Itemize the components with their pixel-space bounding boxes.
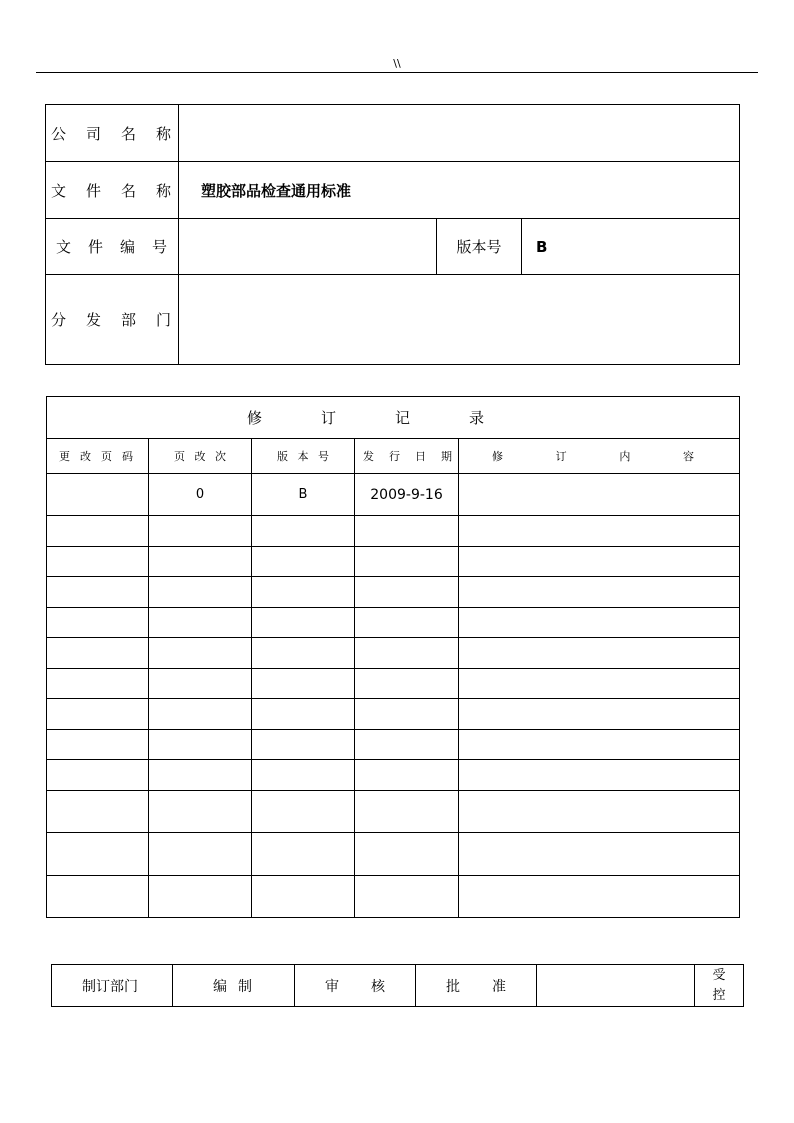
table-row — [47, 474, 740, 516]
table-row — [47, 791, 740, 833]
doc-no-label: 文 件 编 号 — [46, 219, 179, 275]
table-row — [47, 876, 740, 918]
approve-cell: 批 准 — [416, 965, 537, 1007]
row-date: 2009-9-16 — [355, 474, 459, 516]
col-header-content: 修 订 内 容 — [459, 439, 740, 474]
controlled-cell: 受 控 — [695, 965, 744, 1007]
review-cell: 审 核 — [295, 965, 416, 1007]
table-row — [47, 760, 740, 791]
col-header-date: 发 行 日 期 — [355, 439, 459, 474]
distribution-row — [46, 275, 740, 365]
approval-signature-table — [51, 964, 744, 1007]
header-mark: \\ — [393, 57, 401, 70]
doc-name-value: 塑胶部品检查通用标准 — [179, 162, 740, 219]
table-row — [47, 699, 740, 730]
revision-title: 修 订 记 录 — [47, 397, 740, 439]
table-row — [47, 608, 740, 638]
blank-cell — [537, 965, 695, 1007]
revision-record-table — [46, 396, 740, 918]
company-label: 公 司 名 称 — [46, 105, 179, 162]
col-header-version: 版 本 号 — [252, 439, 355, 474]
dept-cell: 制订部门 — [52, 965, 173, 1007]
table-row — [47, 669, 740, 699]
doc-no-value — [179, 219, 437, 275]
company-value — [179, 105, 740, 162]
signature-row — [52, 965, 744, 1007]
document-info-table — [45, 104, 740, 365]
row-content — [459, 474, 740, 516]
dist-label: 分 发 部 门 — [46, 275, 179, 365]
version-value: B — [522, 219, 740, 275]
version-label: 版本号 — [437, 219, 522, 275]
doc-no-row — [46, 219, 740, 275]
company-row — [46, 105, 740, 162]
table-row — [47, 833, 740, 876]
table-row — [47, 638, 740, 669]
doc-name-label: 文 件 名 称 — [46, 162, 179, 219]
col-header-page: 更 改 页 码 — [47, 439, 149, 474]
table-row — [47, 516, 740, 547]
row-page — [47, 474, 149, 516]
row-times: 0 — [149, 474, 252, 516]
col-header-times: 页 改 次 — [149, 439, 252, 474]
dist-value — [179, 275, 740, 365]
compile-cell: 编 制 — [173, 965, 295, 1007]
table-row — [47, 547, 740, 577]
row-version: B — [252, 474, 355, 516]
header-rule — [36, 72, 758, 73]
doc-name-row — [46, 162, 740, 219]
revision-header-row — [47, 439, 740, 474]
table-row — [47, 730, 740, 760]
revision-title-row — [47, 397, 740, 439]
table-row — [47, 577, 740, 608]
